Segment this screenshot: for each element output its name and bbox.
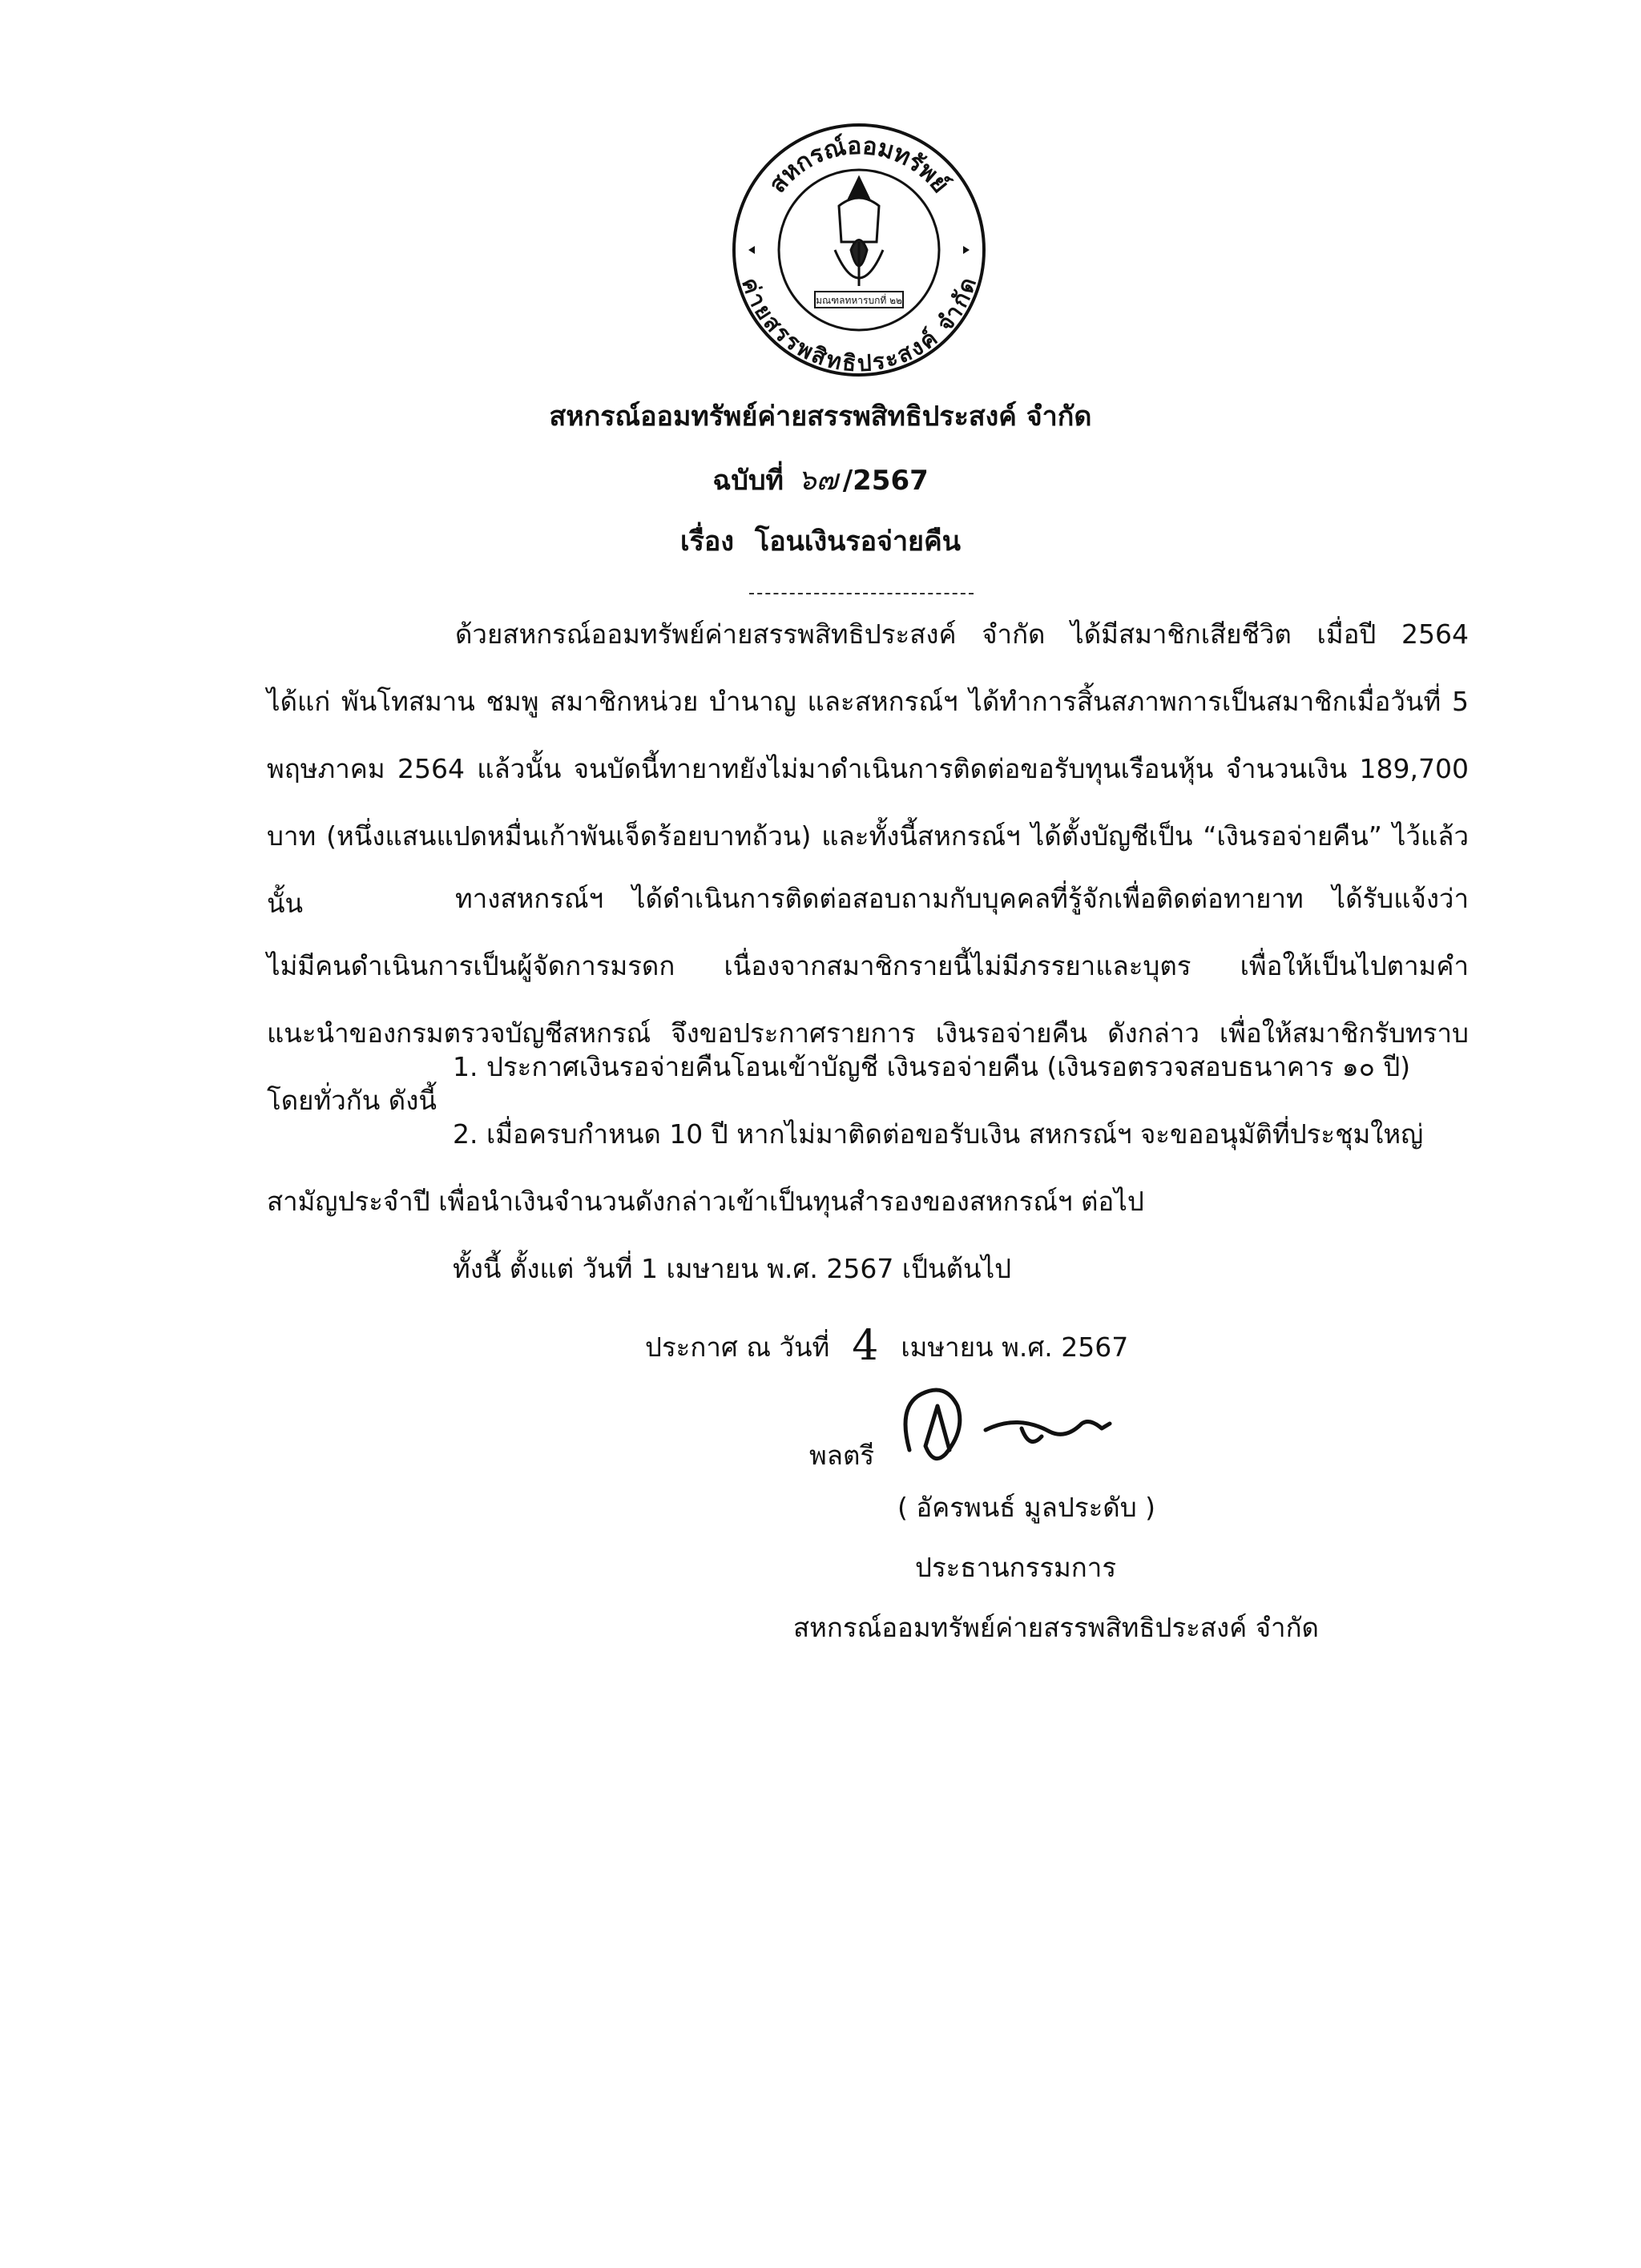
issue-year: /2567 [842,465,929,497]
handwritten-signature [889,1374,1130,1478]
cooperative-seal-logo [731,122,987,378]
issue-number [0,457,1641,502]
subject-line [0,519,1641,562]
issue-number-handwritten: ๖๗ [797,464,838,497]
signer-position: ประธานกรรมการ [915,1552,1117,1583]
announce-suffix: เมษายน พ.ศ. 2567 [901,1331,1129,1363]
list-item-1: 1. ประกาศเงินรอจ่ายคืนโอนเข้าบัญชี เงินรอจ่ายคืน (เงินรอตรวจสอบธนาคาร ๑๐ ปี) [453,1051,1411,1082]
announcement-date [645,1322,1128,1372]
announce-prefix: ประกาศ ณ วันที่ [645,1331,830,1363]
subject-label: เรื่อง [680,526,734,558]
effective-date: ทั้งนี้ ตั้งแต่ วันที่ 1 เมษายน พ.ศ. 2567 เป็นต้นไป [453,1253,1012,1284]
signer-name: ( อัครพนธ์ มูลประดับ ) [897,1492,1156,1523]
svg-text:สหกรณ์ออมทรัพย์: สหกรณ์ออมทรัพย์ [763,131,955,199]
list-item-2-continued: สามัญประจำปี เพื่อนำเงินจำนวนดังกล่าวเข้าเป็นทุนสำรองของสหกรณ์ฯ ต่อไป [267,1186,1144,1217]
signer-organization: สหกรณ์ออมทรัพย์ค่ายสรรพสิทธิประสงค์ จำกัด [793,1612,1319,1643]
paragraph-text: ทางสหกรณ์ฯ ได้ดำเนินการติดต่อสอบถามกับบุคคลที่รู้จักเพื่อติดต่อทายาท ได้รับแจ้งว่าไม่มีคนดำเนินการเป็นผู้จัดการมรดก เนื่องจากสมาชิกรายนี้ไม่มีภรรยาและบุตร เพื่อให้เป็นไปตามคำแนะนำของกรมตรวจบัญชีสหกรณ์ จึงขอประกาศรายการ เงินรอจ่ายคืน ดังกล่าว เพื่อให้สมาชิกรับทราบโดยทั่วกัน ดังนี้ [267,883,1469,1116]
svg-text:ค่ายสรรพสิทธิประสงค์ จำกัด: ค่ายสรรพสิทธิประสงค์ จำกัด [736,274,982,377]
paragraph-text: ด้วยสหกรณ์ออมทรัพย์ค่ายสรรพสิทธิประสงค์ จำกัด ได้มีสมาชิกเสียชีวิต เมื่อปี 2564 ได้แก่ พันโทสมาน ชมพู สมาชิกหน่วย บำนาญ และสหกรณ์ฯ ได้ทำการสิ้นสภาพการเป็นสมาชิกเมื่อวันที่ 5 พฤษภาคม 2564 แล้วนั้น จนบัดนี้ทายาทยังไม่มาดำเนินการติดต่อขอรับทุนเรือนหุ้น จำนวนเงิน 189,700 บาท (หนึ่งแสนแปดหมื่นเก้าพันเจ็ดร้อยบาทถ้วน) และทั้งนี้สหกรณ์ฯ ได้ตั้งบัญชีเป็น “เงินรอจ่ายคืน” ไว้แล้วนั้น [267,618,1469,919]
issue-label: ฉบับที่ [712,465,784,497]
organization-title: สหกรณ์ออมทรัพย์ค่ายสรรพสิทธิประสงค์ จำกัด [549,401,1092,433]
signer-rank: พลตรี [809,1440,875,1471]
svg-text:มณฑลทหารบกที่ ๒๒: มณฑลทหารบกที่ ๒๒ [816,295,902,306]
announce-day-handwritten: 4 [852,1322,879,1370]
title-divider [749,593,974,594]
subject-text: โอนเงินรอจ่ายคืน [754,526,961,558]
list-item-2: 2. เมื่อครบกำหนด 10 ปี หากไม่มาติดต่อขอรับเงิน สหกรณ์ฯ จะขออนุมัติที่ประชุมใหญ่ [453,1118,1424,1150]
